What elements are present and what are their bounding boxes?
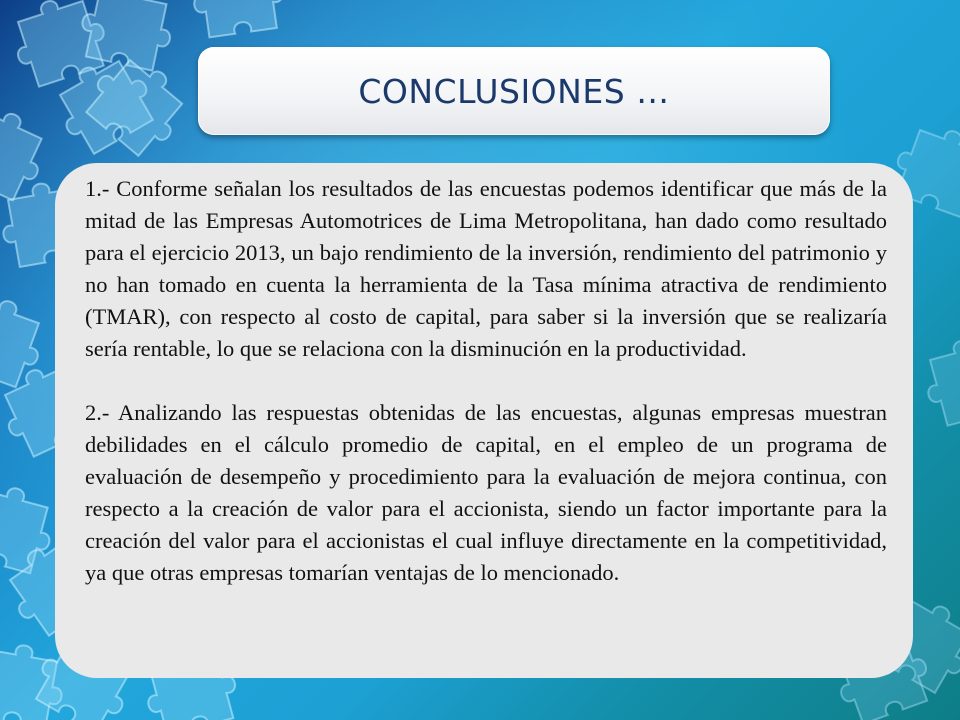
slide-title: CONCLUSIONES …	[358, 71, 670, 111]
title-banner	[198, 47, 830, 135]
content-panel	[55, 163, 913, 678]
conclusion-paragraph-2: 2.- Analizando las respuestas obtenidas de las encuestas, algunas empresas muestran debilidades en el cálculo promedio de capital, en el empleo de un programa de evaluación de desempeño y procedimiento para la evaluación de mejora continua, con respecto a la creación de valor para el accionista, siendo un factor importante para la creación del valor para el accionistas el cual influye directamente en la competitividad, ya que otras empresas tomarían ventajas de lo mencionado.	[85, 400, 887, 585]
conclusion-paragraph-1: 1.- Conforme señalan los resultados de las encuestas podemos identificar que más de la mitad de las Empresas Automotrices de Lima Metropolitana, han dado como resultado para el ejercicio 2013, un bajo rendimiento de la inversión, rendimiento del patrimonio y no han tomado en cuenta la herramienta de la Tasa mínima atractiva de rendimiento (TMAR), con respecto al costo de capital, para saber si la inversión que se realizaría sería rentable, lo que se relaciona con la disminución en la productividad.	[85, 176, 887, 361]
